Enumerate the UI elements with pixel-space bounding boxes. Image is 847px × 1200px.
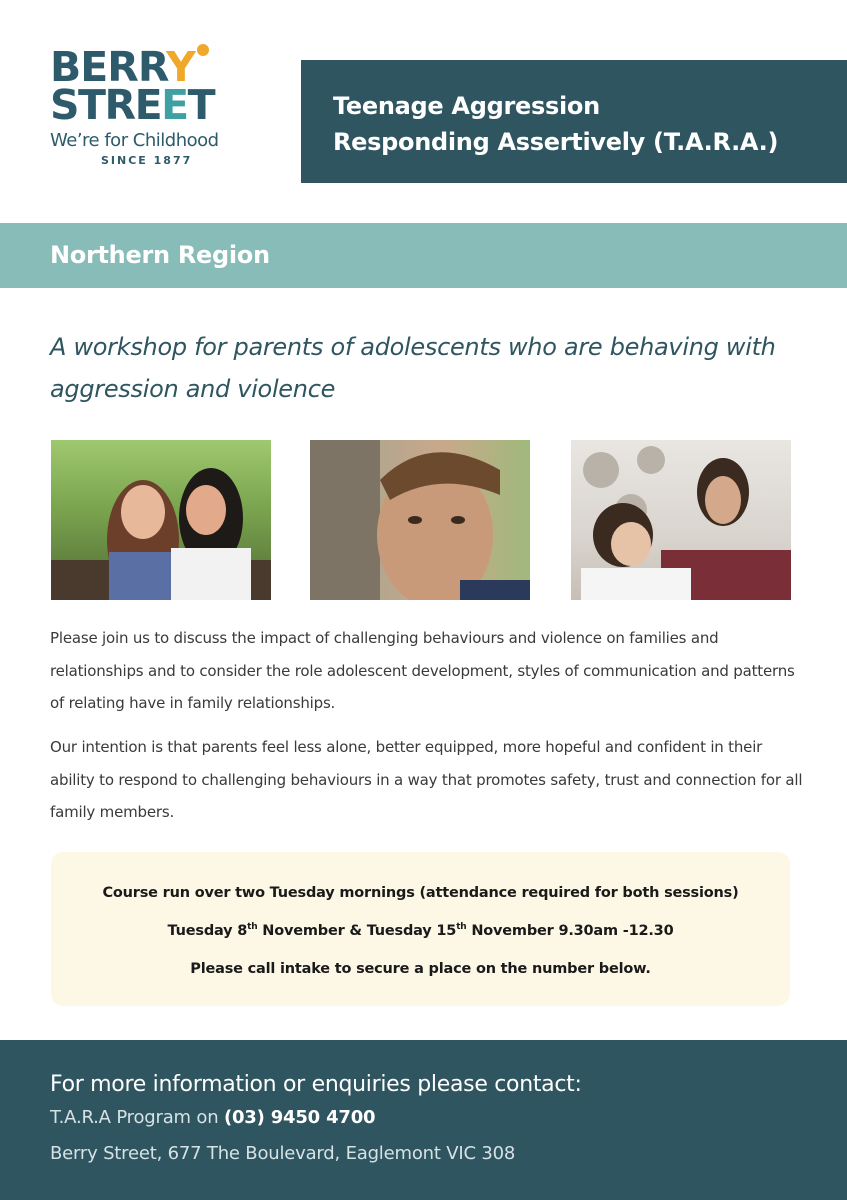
title-line-1: Teenage Aggression <box>333 92 600 120</box>
logo-word-street <box>50 81 250 129</box>
course-call-to-action: Please call intake to secure a place on the number below. <box>190 961 651 977</box>
date-part-a: Tuesday 8 <box>167 923 248 939</box>
logo-dot-icon <box>197 44 209 56</box>
title-line-2: Responding Assertively (T.A.R.A.) <box>333 128 779 156</box>
date-part-b: November & Tuesday 15 <box>257 923 457 939</box>
contact-footer <box>0 1040 847 1200</box>
date-sup-b: th <box>456 922 467 933</box>
program-label: T.A.R.A Program on <box>50 1107 224 1128</box>
intention-paragraph: Our intention is that parents feel less alone, better equipped, more hopeful and confident in their ability to respond to challenging behaviours in a way that promotes safety, trust and connection for all family members. <box>50 738 803 821</box>
logo-e: E <box>161 81 188 129</box>
photo-father-son-illustration <box>571 440 791 600</box>
contact-phone-line <box>50 1100 847 1136</box>
logo-since: SINCE 1877 <box>101 154 193 167</box>
phone-number[interactable]: (03) 9450 4700 <box>223 1107 376 1128</box>
region-band <box>0 223 847 288</box>
berry-street-logo <box>50 43 250 188</box>
course-schedule: Course run over two Tuesday mornings (attendance required for both sessions) <box>102 885 739 901</box>
course-details-box <box>51 852 790 1006</box>
logo-y: Y <box>166 43 195 91</box>
contact-address: Berry Street, 677 The Boulevard, Eaglemont VIC 308 <box>50 1143 516 1164</box>
logo-berr: BERR <box>50 43 167 91</box>
date-sup-a: th <box>247 922 258 933</box>
workshop-subtitle: A workshop for parents of adolescents who are behaving with aggression and violence <box>50 333 776 403</box>
photo-mother-daughter-illustration <box>51 440 271 600</box>
course-dates <box>51 912 790 950</box>
region-title: Northern Region <box>50 241 270 269</box>
logo-tagline: We’re for Childhood <box>50 130 219 151</box>
photo-father-son <box>571 440 791 600</box>
logo-stre: STRE <box>50 81 162 129</box>
contact-heading: For more information or enquiries please contact: <box>50 1072 582 1097</box>
photo-teen-boy-illustration <box>310 440 530 600</box>
intro-paragraph: Please join us to discuss the impact of challenging behaviours and violence on families and relationships and to consider the role adolescent development, styles of communication and patterns of relating have in family relationships. <box>50 629 795 712</box>
date-part-c: November 9.30am -12.30 <box>466 923 674 939</box>
photo-mother-daughter <box>51 440 271 600</box>
title-box <box>301 60 847 183</box>
logo-t: T <box>187 81 215 129</box>
photo-teen-boy <box>310 440 530 600</box>
